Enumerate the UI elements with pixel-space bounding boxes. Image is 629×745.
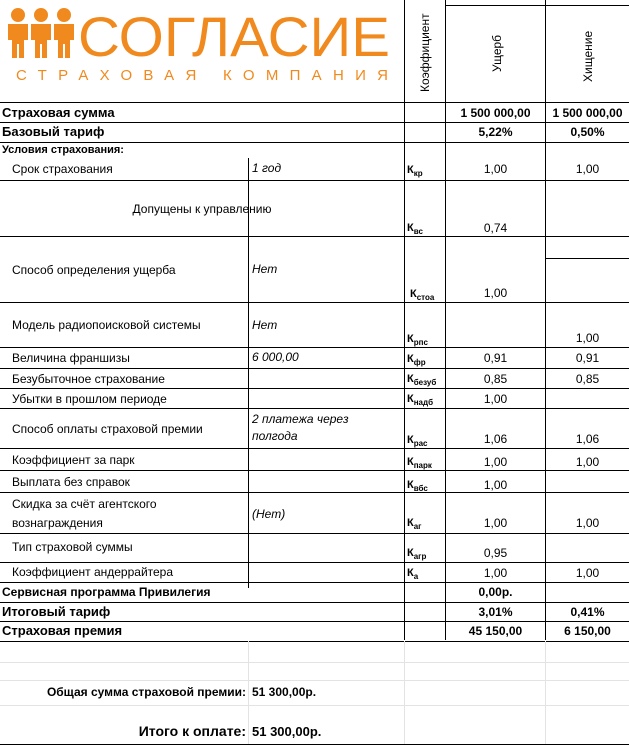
grid-line [248, 641, 249, 745]
grid-line [0, 302, 629, 303]
grid-line [545, 641, 546, 745]
row-label: Скидка за счёт агентского [12, 497, 157, 511]
row-label: Убытки в прошлом периоде [12, 392, 167, 406]
row-coef: $К_{надб}$ [407, 393, 434, 407]
grid-line [0, 582, 629, 583]
grid-line [0, 562, 629, 563]
row-damage: 0,91 [483, 351, 508, 365]
conditions-label: Условия страхования: [2, 144, 124, 156]
final-tariff-label: Итоговый тариф [2, 604, 111, 619]
grid-line [445, 0, 446, 640]
row-theft: 1,06 [575, 432, 600, 446]
grid-line [0, 180, 629, 181]
sum-theft: 1 500 000,00 [552, 106, 623, 120]
final-tariff-damage: 3,01% [478, 605, 513, 619]
row-value: 6 000,00 [252, 350, 299, 364]
row-coef: $К_{стоа}$ [410, 288, 435, 302]
row-theft: 1,00 [575, 162, 600, 176]
row-coef: $К_а$ [407, 567, 419, 581]
row-theft: 1,00 [575, 455, 600, 469]
logo-brand-text: СОГЛАСИЕ [78, 5, 390, 68]
row-value: Нет [252, 262, 278, 276]
row-label: Коэффициент андеррайтера [12, 565, 174, 579]
row-coef: $К_{рас}$ [407, 434, 428, 448]
row-label: Выплата без справок [12, 475, 130, 489]
grid-line [0, 680, 629, 681]
row-coef: $К_{вбс}$ [407, 479, 428, 493]
grid-line [0, 470, 629, 471]
header-damage: Ущерб [490, 34, 504, 72]
row-damage: 0,95 [483, 546, 508, 560]
row-label: Срок страхования [12, 162, 113, 176]
tariff-theft: 0,50% [570, 125, 605, 139]
tariff-label: Базовый тариф [2, 124, 105, 139]
grid-line [0, 641, 629, 642]
row-damage: 1,00 [483, 286, 508, 300]
row-label: Величина франшизы [12, 351, 130, 365]
to-pay-value: 51 300,00р. [252, 724, 322, 739]
grid-line [404, 641, 405, 745]
row-value: 1 год [252, 161, 282, 175]
row-label: вознаграждения [12, 516, 103, 530]
grid-line [545, 0, 546, 640]
row-theft: 0,85 [575, 372, 600, 386]
row-value: полгода [252, 429, 298, 443]
row-coef: $К_{парк}$ [407, 456, 432, 470]
row-label: Способ определения ущерба [12, 263, 176, 277]
row-value: Нет [252, 318, 278, 332]
row-label: Тип страховой суммы [12, 540, 133, 554]
premium-theft: 6 150,00 [564, 624, 611, 638]
header-theft: Хищение [581, 30, 595, 82]
service-label: Сервисная программа Привилегия [2, 585, 211, 599]
premium-damage: 45 150,00 [468, 624, 523, 638]
grid-line [0, 602, 629, 603]
grid-line [0, 662, 629, 663]
grid-line [0, 102, 629, 103]
row-coef: $К_{рпс}$ [407, 333, 428, 347]
grid-line [445, 5, 629, 6]
grid-line [0, 236, 629, 237]
sum-label: Страховая сумма [2, 105, 115, 120]
service-value: 0,00р. [478, 585, 513, 599]
to-pay-label: Итого к оплате: [138, 723, 246, 739]
row-coef: $К_{кр}$ [407, 164, 423, 178]
final-tariff-theft: 0,41% [570, 605, 605, 619]
header-coefficient: Коэффициент [418, 13, 432, 92]
row-damage: 1,00 [483, 162, 508, 176]
row-label: Способ оплаты страховой премии [12, 422, 203, 436]
row-value: 2 платежа через [252, 412, 349, 426]
grid-line [545, 258, 629, 259]
row-damage: 1,06 [483, 432, 508, 446]
row-damage: 1,00 [483, 455, 508, 469]
row-damage: 0,85 [483, 372, 508, 386]
row-theft: 0,91 [575, 351, 600, 365]
row-coef: $К_{вс}$ [407, 222, 423, 236]
row-coef: $К_{фр}$ [407, 353, 426, 367]
row-label: Допущены к управлению [132, 202, 272, 216]
row-damage: 1,00 [483, 516, 508, 530]
grid-line [0, 533, 629, 534]
grid-line [0, 122, 629, 123]
grid-line [0, 448, 629, 449]
row-theft: 1,00 [575, 516, 600, 530]
row-label: Коэффициент за парк [12, 453, 135, 467]
row-damage: 0,74 [483, 221, 508, 235]
row-coef: $К_{безуб}$ [407, 373, 437, 387]
grid-line [0, 388, 629, 389]
row-coef: $К_{аг}$ [407, 517, 422, 531]
row-theft: 1,00 [575, 331, 600, 345]
grid-line [248, 158, 249, 588]
tariff-damage: 5,22% [478, 125, 513, 139]
row-coef: $К_{агр}$ [407, 547, 427, 561]
row-damage: 1,00 [483, 392, 508, 406]
grid-line [0, 408, 629, 409]
grid-line [0, 368, 629, 369]
row-damage: 1,00 [483, 566, 508, 580]
grid-line [0, 492, 629, 493]
family-figures-icon [8, 8, 74, 58]
company-logo [0, 0, 402, 102]
row-value: (Нет) [252, 507, 286, 521]
total-premium-value: 51 300,00р. [252, 685, 317, 699]
logo-tagline: СТРАХОВАЯ КОМПАНИЯ [16, 67, 389, 84]
row-label: Модель радиопоисковой системы [12, 318, 201, 332]
grid-line [0, 621, 629, 622]
grid-line [404, 0, 405, 640]
row-label: Безубыточное страхование [12, 372, 165, 386]
grid-line [0, 705, 629, 706]
sum-damage: 1 500 000,00 [460, 106, 531, 120]
row-theft: 1,00 [575, 566, 600, 580]
total-premium-label: Общая сумма страховой премии: [46, 685, 246, 699]
row-damage: 1,00 [483, 478, 508, 492]
premium-label: Страховая премия [2, 623, 123, 638]
grid-line [0, 347, 629, 348]
